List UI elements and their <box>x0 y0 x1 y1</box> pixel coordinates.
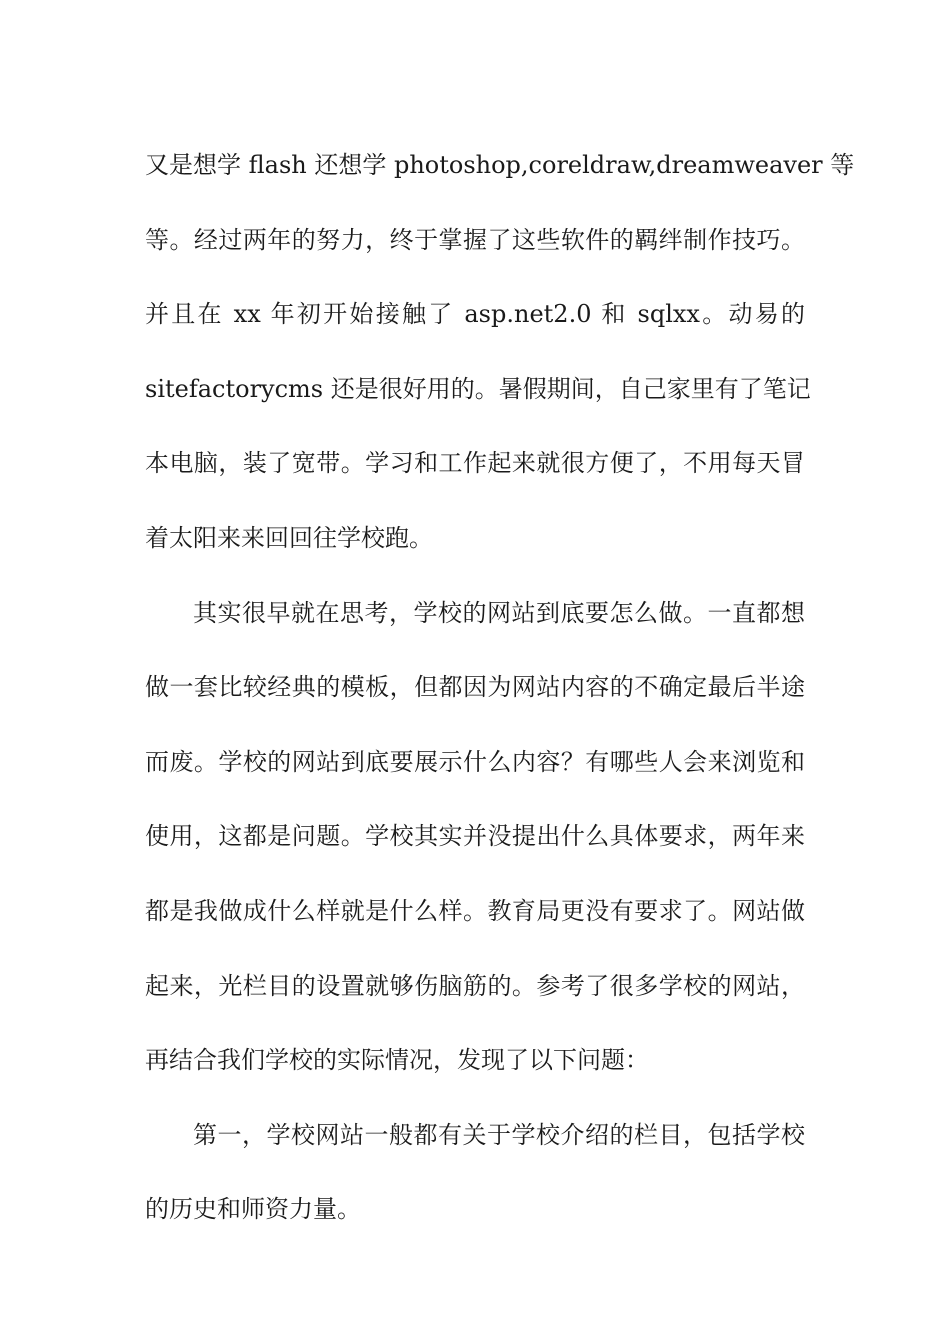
text-line: 着太阳来来回回往学校跑。 <box>145 523 433 552</box>
paragraph <box>145 128 855 576</box>
text-line: sitefactorycms 还是很好用的。暑假期间，自己家里有了笔记 <box>145 374 811 403</box>
text-line: 其实很早就在思考，学校的网站到底要怎么做。一直都想 <box>193 598 805 627</box>
paragraph <box>145 576 805 1098</box>
text-line: 而废。学校的网站到底要展示什么内容？有哪些人会来浏览和 <box>145 747 805 776</box>
text-line: 本电脑，装了宽带。学习和工作起来就很方便了，不用每天冒 <box>145 449 805 478</box>
text-line: 起来，光栏目的设置就够伤脑筋的。参考了很多学校的网站， <box>145 971 805 1000</box>
text-line: 又是想学 flash 还想学 photoshop,coreldraw,dreamweaver 等 <box>145 151 855 179</box>
document-body <box>145 128 855 1247</box>
paragraph <box>145 1098 805 1247</box>
text-line: 第一，学校网站一般都有关于学校介绍的栏目，包括学校 <box>193 1120 805 1149</box>
text-line: 再结合我们学校的实际情况，发现了以下问题： <box>145 1046 649 1075</box>
text-line: 的历史和师资力量。 <box>145 1195 361 1224</box>
text-line: 使用，这都是问题。学校其实并没提出什么具体要求，两年来 <box>145 822 805 851</box>
text-line: 并且在 xx 年初开始接触了 asp.net2.0 和 sqlxx。动易的 <box>145 300 805 329</box>
text-line: 做一套比较经典的模板，但都因为网站内容的不确定最后半途 <box>145 673 805 702</box>
text-line: 都是我做成什么样就是什么样。教育局更没有要求了。网站做 <box>145 896 805 925</box>
text-line: 等。经过两年的努力，终于掌握了这些软件的羁绊制作技巧。 <box>145 225 805 254</box>
